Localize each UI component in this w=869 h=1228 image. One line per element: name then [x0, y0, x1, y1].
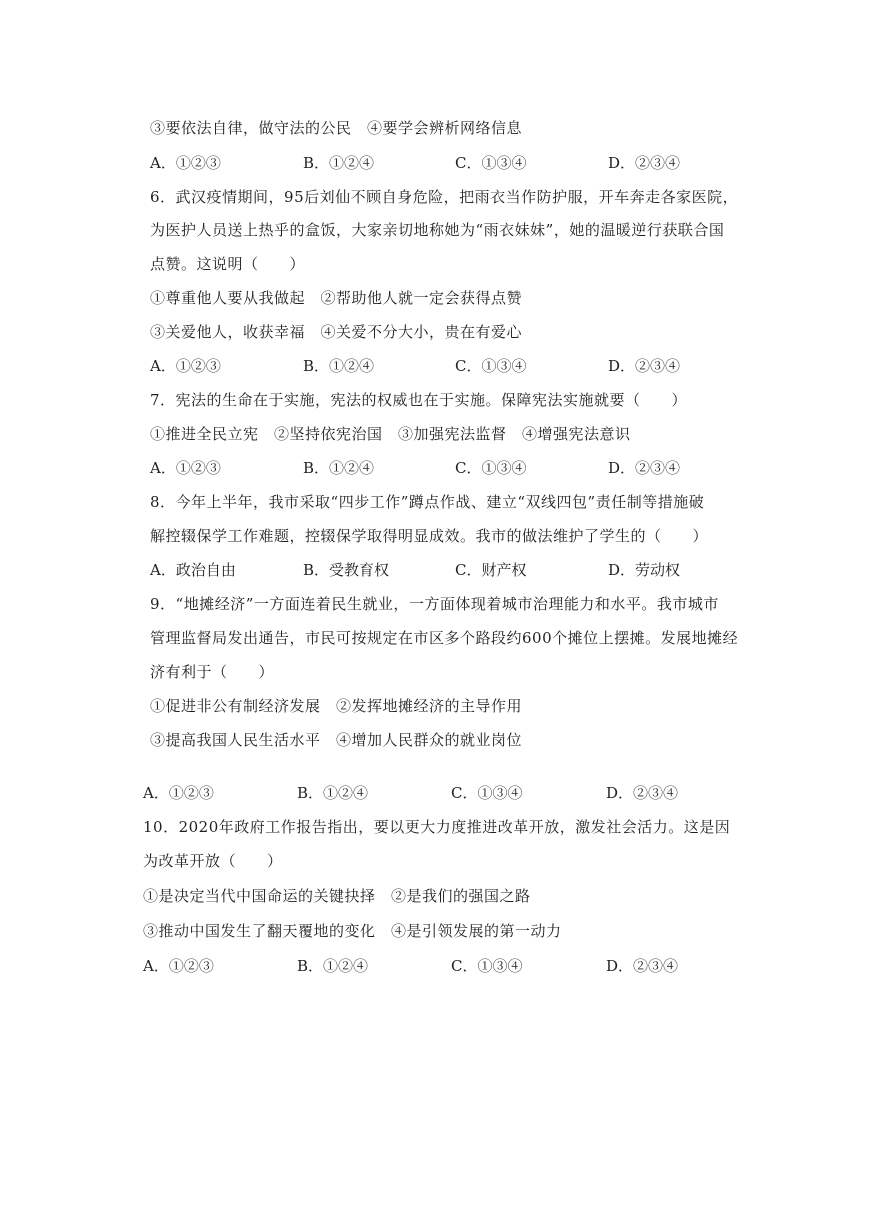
q5-option-a: A．①②③	[150, 154, 221, 172]
q8-option-a: A．政治自由	[150, 561, 236, 579]
q5-option-b: B．①②④	[303, 154, 375, 172]
q8-stem-line-2: 解控辍保学工作难题，控辍保学取得明显成效。我市的做法维护了学生的（ ）	[150, 527, 709, 545]
q9-statement-line-1: ①促进非公有制经济发展 ②发挥地摊经济的主导作用	[150, 697, 523, 715]
q7-stem-line-1: 7．宪法的生命在于实施，宪法的权威也在于实施。保障宪法实施就要（ ）	[150, 391, 688, 409]
q5-option-d: D．②③④	[608, 154, 681, 172]
q7-option-b: B．①②④	[303, 459, 375, 477]
q9-option-c: C．①③④	[451, 784, 523, 802]
q10-statement-line-1: ①是决定当代中国命运的关键抉择 ②是我们的强国之路	[143, 887, 531, 905]
q10-stem-line-2: 为改革开放（ ）	[143, 852, 283, 870]
q10-option-c: C．①③④	[451, 957, 523, 975]
q6-option-c: C．①③④	[455, 357, 527, 375]
q9-option-d: D．②③④	[606, 784, 679, 802]
q9-option-b: B．①②④	[297, 784, 369, 802]
q9-statement-line-2: ③提高我国人民生活水平 ④增加人民群众的就业岗位	[150, 731, 523, 749]
q9-stem-line-1: 9．“地摊经济”一方面连着民生就业，一方面体现着城市治理能力和水平。我市城市	[150, 595, 719, 613]
q8-option-d: D．劳动权	[608, 561, 681, 579]
q6-statement-line-2: ③关爱他人，收获幸福 ④关爱不分大小，贵在有爱心	[150, 323, 523, 341]
q9-stem-line-2: 管理监督局发出通告，市民可按规定在市区多个路段约600个摊位上摆摊。发展地摊经	[150, 629, 739, 647]
q7-option-c: C．①③④	[455, 459, 527, 477]
q6-statement-line-1: ①尊重他人要从我做起 ②帮助他人就一定会获得点赞	[150, 289, 523, 307]
q6-option-d: D．②③④	[608, 357, 681, 375]
q7-option-a: A．①②③	[150, 459, 221, 477]
q5-option-c: C．①③④	[455, 154, 527, 172]
q10-option-d: D．②③④	[606, 957, 679, 975]
q10-option-a: A．①②③	[143, 957, 214, 975]
q10-option-b: B．①②④	[297, 957, 369, 975]
q7-statement-line-1: ①推进全民立宪 ②坚持依宪治国 ③加强宪法监督 ④增强宪法意识	[150, 425, 631, 443]
q6-stem-line-3: 点赞。这说明（ ）	[150, 255, 306, 273]
q8-stem-line-1: 8．今年上半年，我市采取“四步工作”蹲点作战、建立“双线四包”责任制等措施破	[150, 493, 705, 511]
q6-stem-line-1: 6．武汉疫情期间，95后刘仙不顾自身危险，把雨衣当作防护服，开车奔走各家医院，	[150, 188, 739, 206]
q5-statement-line: ③要依法自律，做守法的公民 ④要学会辨析网络信息	[150, 119, 523, 137]
q7-option-d: D．②③④	[608, 459, 681, 477]
q8-option-b: B．受教育权	[303, 561, 390, 579]
q9-option-a: A．①②③	[143, 784, 214, 802]
q6-stem-line-2: 为医护人员送上热乎的盒饭，大家亲切地称她为“雨衣妹妹”，她的温暖逆行获联合国	[150, 221, 725, 239]
q9-stem-line-3: 济有利于（ ）	[150, 663, 275, 681]
q10-stem-line-1: 10．2020年政府工作报告指出，要以更大力度推进改革开放，激发社会活力。这是因	[143, 818, 731, 836]
q6-option-b: B．①②④	[303, 357, 375, 375]
q10-statement-line-2: ③推动中国发生了翻天覆地的变化 ④是引领发展的第一动力	[143, 922, 562, 940]
q6-option-a: A．①②③	[150, 357, 221, 375]
q8-option-c: C．财产权	[455, 561, 527, 579]
